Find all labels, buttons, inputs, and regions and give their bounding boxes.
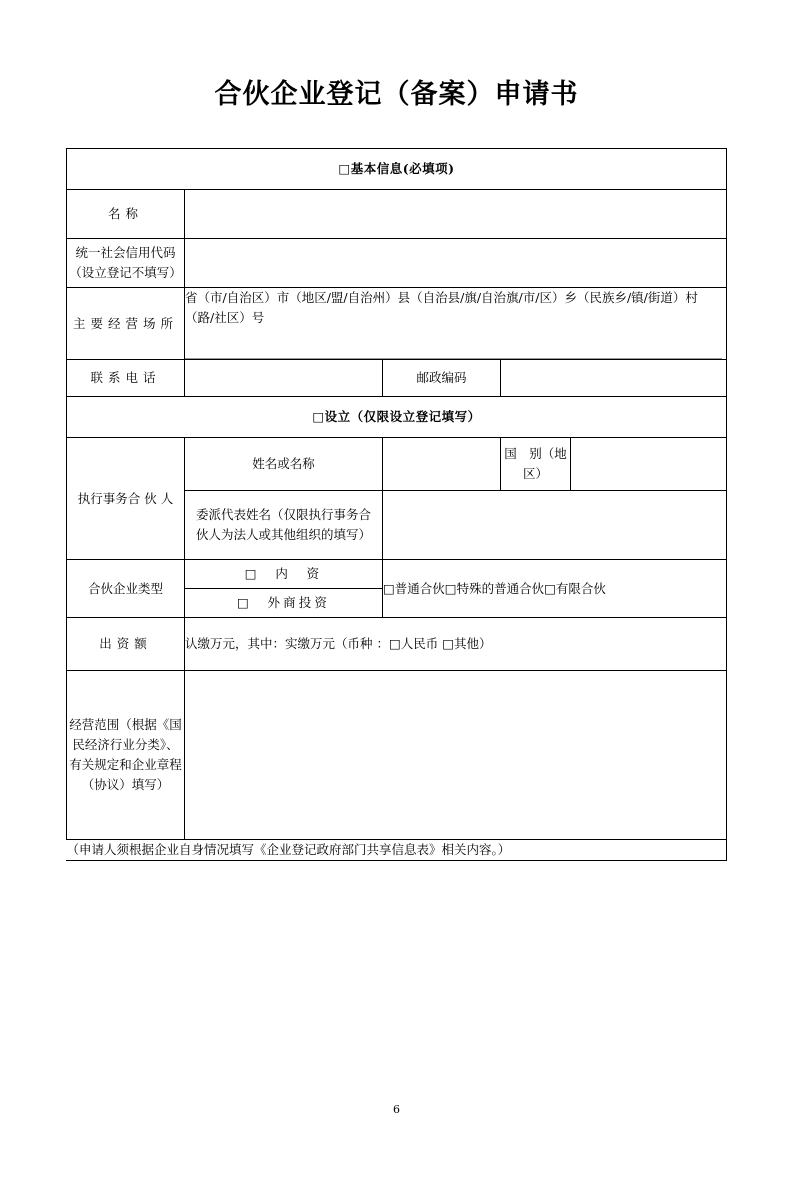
table-row: [66, 288, 726, 360]
table-row: [66, 671, 726, 840]
field-credit-code[interactable]: [184, 239, 726, 288]
field-postcode[interactable]: [500, 360, 726, 397]
label-partnership-type: 合伙企业类型: [66, 560, 184, 618]
checkbox-foreign-investment[interactable]: □ 外商投资: [184, 589, 382, 618]
table-row: [66, 840, 726, 861]
field-name[interactable]: [184, 190, 726, 239]
label-premises: 主要经营场所: [66, 288, 184, 360]
business-scope-note: （申请人须根据企业自身情况填写《企业登记政府部门共享信息表》相关内容。）: [66, 840, 726, 861]
premises-template-text: 省（市/自治区）市（地区/盟/自治州）县（自治县/旗/自治旗/市/区）乡（民族乡/镇/街道）村（路/社区）号: [184, 290, 698, 325]
label-name: 名称: [66, 190, 184, 239]
table-row: [66, 149, 726, 190]
section-heading-establishment: □设立（仅限设立登记填写）: [66, 397, 726, 438]
checkbox-domestic-capital[interactable]: □ 内 资: [184, 560, 382, 589]
label-delegate-name: 委派代表姓名（仅限执行事务合伙人为法人或其他组织的填写）: [184, 491, 382, 560]
label-partner-name: 姓名或名称: [184, 438, 382, 491]
document-page: [0, 72, 793, 1194]
table-row: [66, 438, 726, 491]
page-title: 合伙企业登记（备案）申请书: [214, 79, 579, 110]
label-phone: 联系电话: [66, 360, 184, 397]
page-number: 6: [393, 1103, 400, 1116]
table-row: [66, 360, 726, 397]
label-capital: 出资额: [66, 618, 184, 671]
field-business-scope[interactable]: [184, 671, 726, 840]
checkbox-group-partnership-form[interactable]: □普通合伙□特殊的普通合伙□有限合伙: [382, 560, 726, 618]
field-premises[interactable]: [184, 288, 726, 360]
section-heading-basic-info: □基本信息(必填项): [66, 149, 726, 190]
field-partner-name[interactable]: [382, 438, 500, 491]
field-country[interactable]: [570, 438, 726, 491]
table-row: [66, 618, 726, 671]
label-credit-code: 统一社会信用代码（设立登记不填写）: [66, 239, 184, 288]
field-delegate-name[interactable]: [382, 491, 726, 560]
table-row: [66, 239, 726, 288]
registration-form: [66, 148, 727, 861]
table-row: [66, 560, 726, 589]
table-row: [66, 397, 726, 438]
premises-write-line[interactable]: [185, 336, 722, 359]
label-business-scope: 经营范围（根据《国民经济行业分类》、有关规定和企业章程（协议）填写）: [66, 671, 184, 840]
label-postcode: 邮政编码: [382, 360, 500, 397]
field-capital-text[interactable]: 认缴万元，其中：实缴万元（币种 ：□人民币 □其他）: [184, 618, 726, 671]
label-executive-partner: 执行事务合 伙 人: [66, 438, 184, 560]
table-row: [66, 190, 726, 239]
field-phone[interactable]: [184, 360, 382, 397]
label-country: 国 别（地区）: [500, 438, 570, 491]
